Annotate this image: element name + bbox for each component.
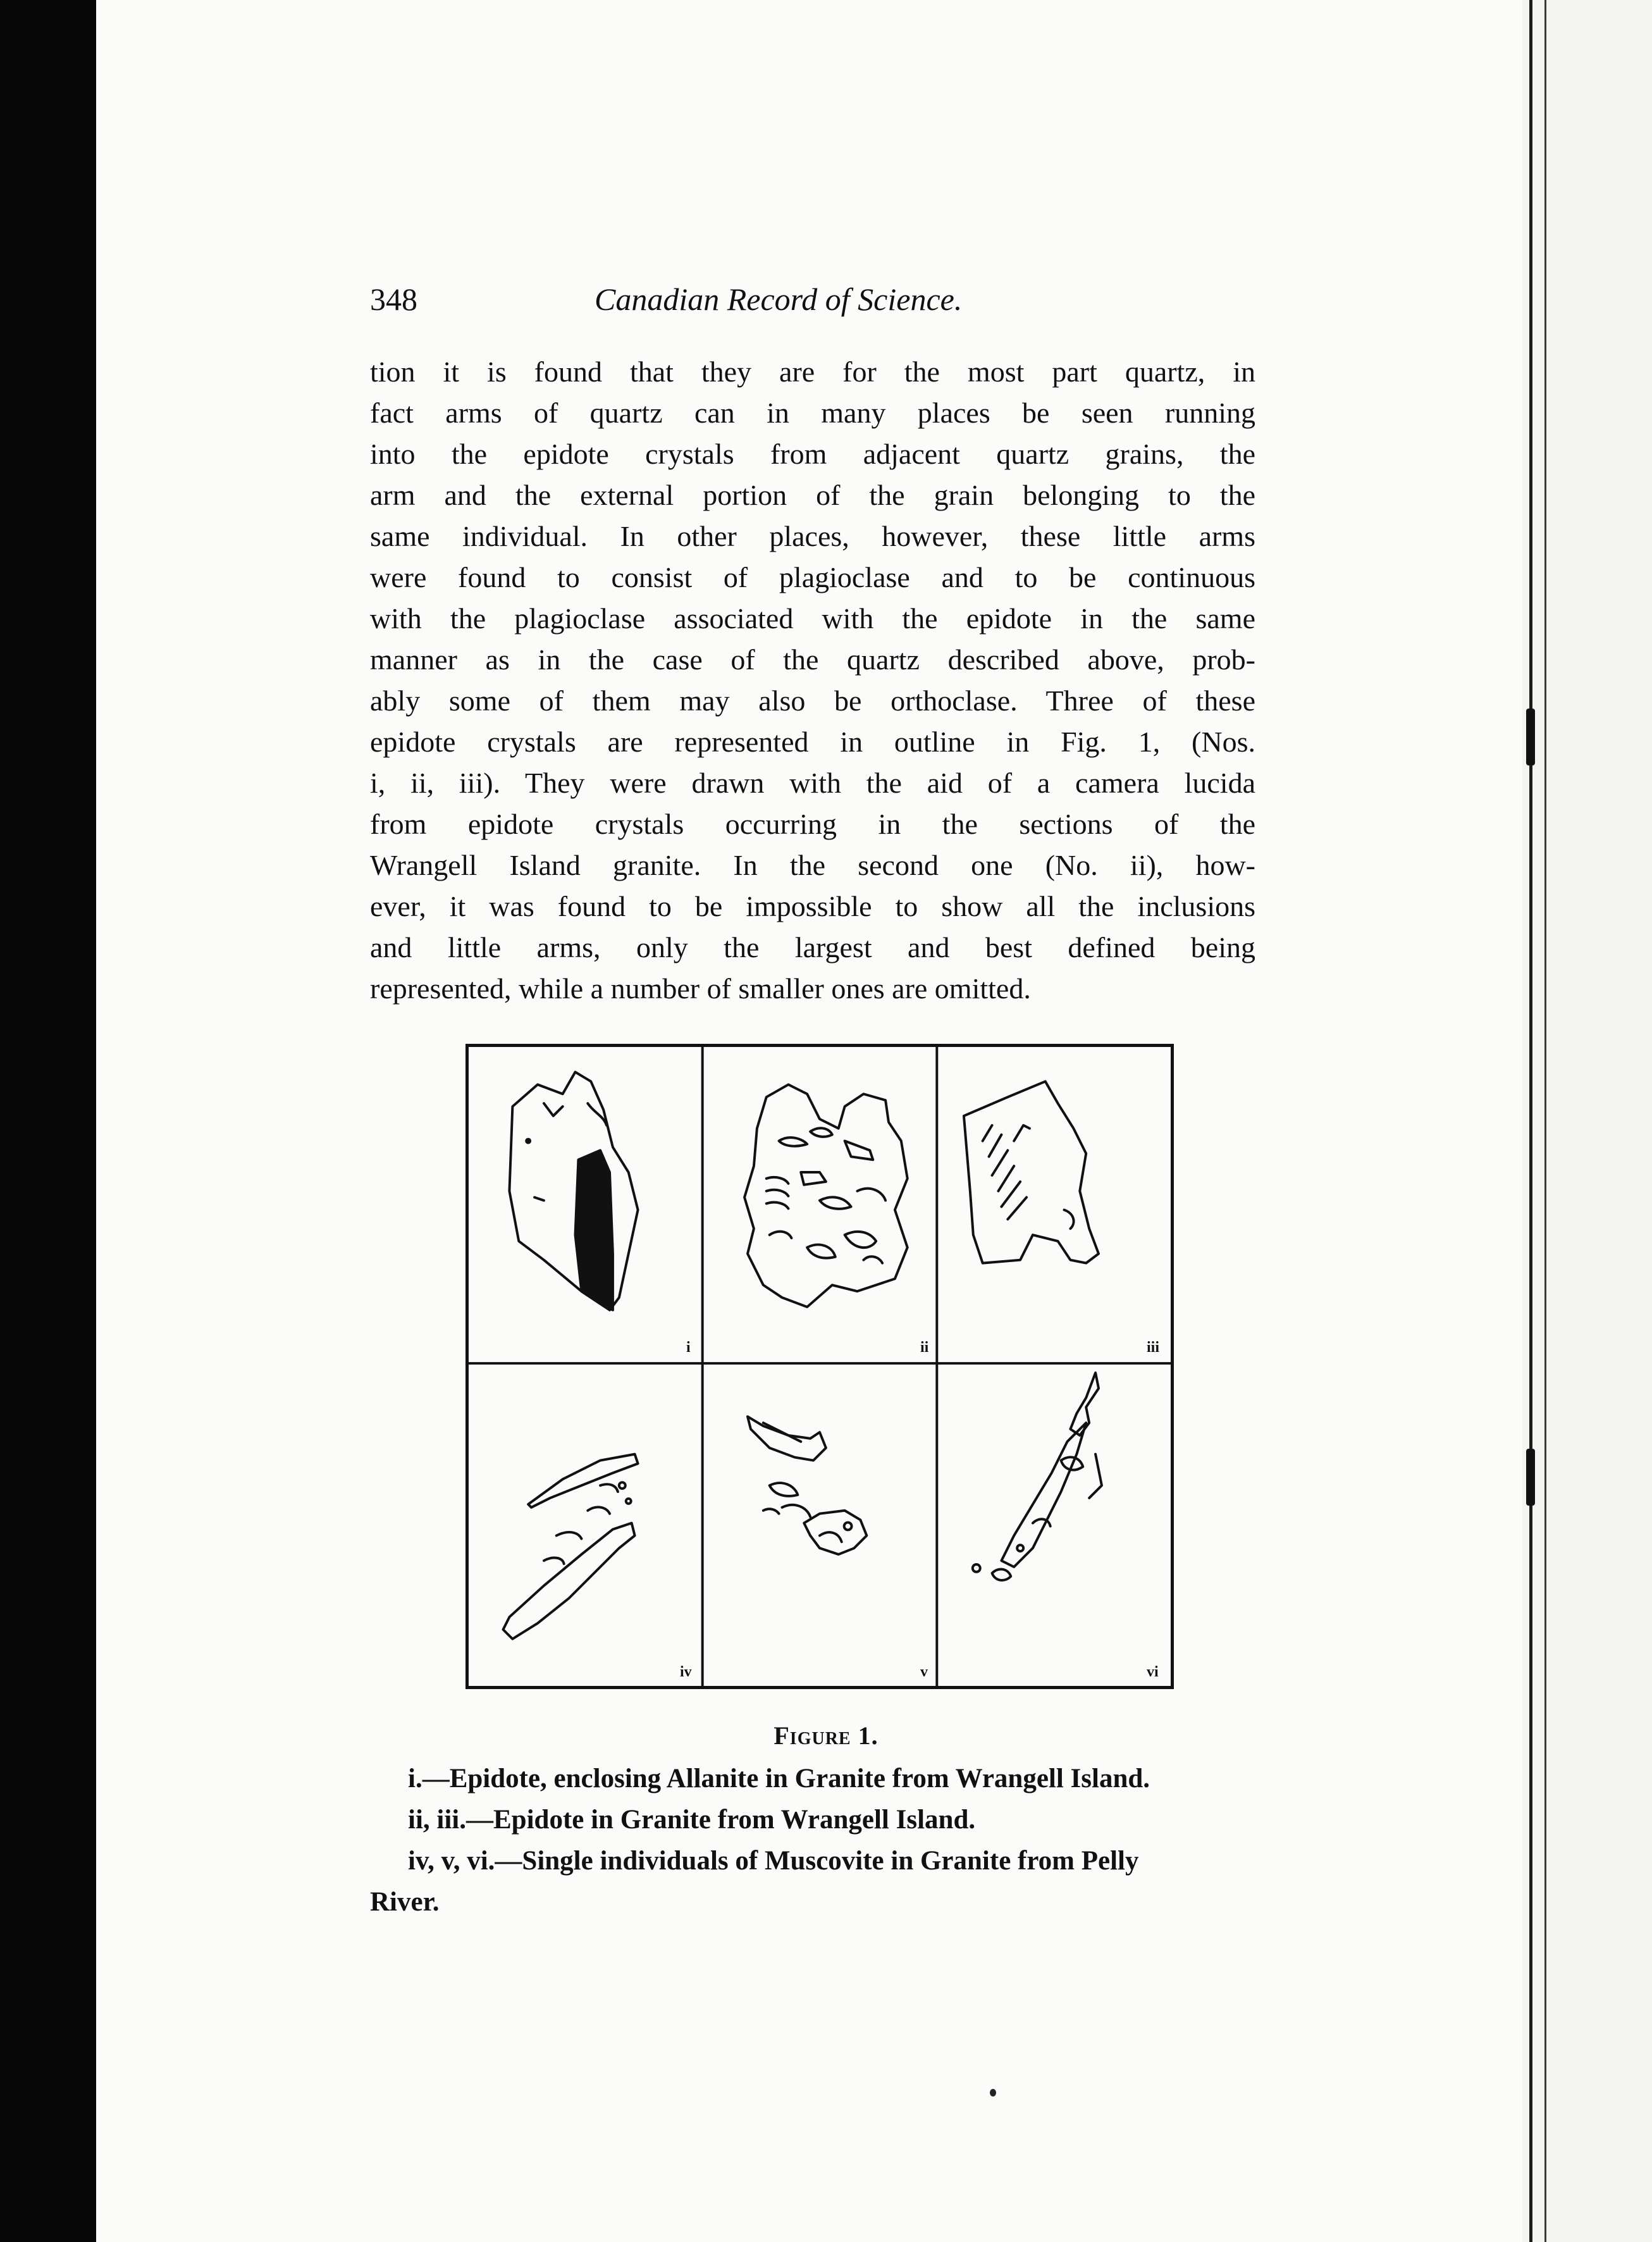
page-number: 348 (370, 282, 417, 317)
panel-label-v: v (920, 1664, 928, 1680)
panel-v-drawing (748, 1416, 866, 1554)
adjacent-page-edge (1522, 0, 1652, 2242)
page-gutter-line-secondary (1544, 0, 1546, 2242)
panel-label-i: i (686, 1339, 691, 1356)
body-line: with the plagioclase associated with the epidote in the same (370, 602, 1255, 635)
binding-mark (1526, 709, 1535, 765)
body-line: ably some of them may also be orthoclase. Three of these (370, 684, 1255, 717)
body-line: Wrangell Island granite. In the second one (No. ii), how- (370, 849, 1255, 881)
body-line: same individual. In other places, however, these little arms (370, 520, 1255, 552)
body-line: into the epidote crystals from adjacent quartz grains, the (370, 438, 1255, 470)
body-line: represented, while a number of smaller ones are omitted. (370, 972, 1031, 1005)
panel-label-ii: ii (920, 1339, 929, 1356)
panel-ii-drawing (744, 1084, 908, 1307)
body-line: i, ii, iii). They were drawn with the aid of a camera lucida (370, 767, 1255, 799)
figure-1-grid (465, 1044, 1174, 1689)
figure-title (0, 1721, 1652, 1750)
body-line: tion it is found that they are for the most part quartz, in (370, 356, 1255, 388)
panel-label-iii: iii (1147, 1339, 1160, 1356)
figure-caption-line: River. (370, 1887, 440, 1917)
print-speck (990, 2089, 996, 2096)
body-line: arm and the external portion of the grain belonging to the (370, 479, 1255, 511)
scan-border-left (0, 0, 96, 2242)
running-title: Canadian Record of Science. (595, 282, 963, 317)
running-header (370, 281, 1034, 325)
panel-iii-drawing (964, 1081, 1099, 1263)
body-line: and little arms, only the largest and best defined being (370, 931, 1255, 963)
body-paragraph (370, 351, 1255, 1009)
page-gutter-line (1529, 0, 1532, 2242)
body-line: ever, it was found to be impossible to show all the inclusions (370, 890, 1255, 922)
panel-label-iv: iv (680, 1664, 692, 1680)
binding-mark (1526, 1449, 1535, 1506)
panel-iv-drawing (503, 1454, 638, 1639)
body-line: were found to consist of plagioclase and to be continuous (370, 561, 1255, 593)
allanite-inclusion (575, 1150, 612, 1310)
body-line: epidote crystals are represented in outline in Fig. 1, (Nos. (370, 726, 1255, 758)
panel-label-vi: vi (1147, 1664, 1159, 1680)
figure-caption-line: ii, iii.—Epidote in Granite from Wrangell Island. (408, 1805, 976, 1835)
body-line: fact arms of quartz can in many places be seen running (370, 397, 1255, 429)
body-line: from epidote crystals occurring in the sections of the (370, 808, 1255, 840)
figure-caption-line: iv, v, vi.—Single individuals of Muscovite in Granite from Pelly (408, 1846, 1139, 1876)
figure-title-text: Figure 1. (774, 1721, 878, 1750)
figure-caption-line: i.—Epidote, enclosing Allanite in Granite from Wrangell Island. (408, 1764, 1150, 1793)
panel-vi-drawing (973, 1373, 1102, 1580)
figure-drawings (469, 1047, 1171, 1686)
body-line: manner as in the case of the quartz described above, prob- (370, 643, 1255, 676)
panel-i-drawing (509, 1072, 638, 1310)
